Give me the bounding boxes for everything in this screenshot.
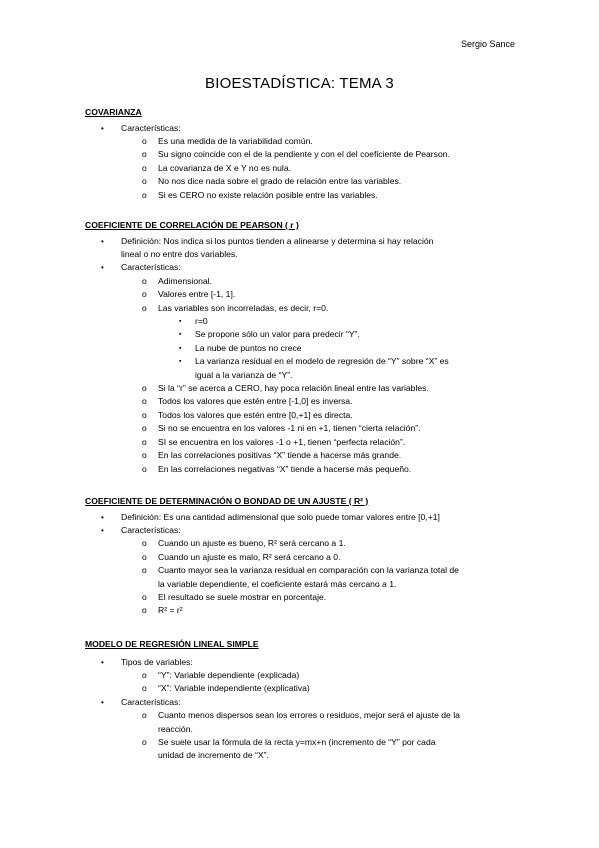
list-item: • Características: [121, 524, 525, 537]
bullet-icon: o [142, 538, 147, 549]
section-heading: COEFICIENTE DE DETERMINACIÓN O BONDAD DE UN AJUSTE ( R² ) [85, 496, 369, 506]
bullet-icon: • [101, 512, 104, 522]
bullet-icon: • [101, 657, 104, 667]
list-item: o Si la “r” se acerca a CERO, hay poca relación lineal entre las variables. [158, 382, 525, 395]
list-item: o Si es CERO no existe relación posible entre las variables. [158, 189, 525, 202]
list-item: • Definición: Nos indica si los puntos tienden a alinearse y determina si hay relación [121, 235, 525, 248]
author-name: Sergio Sance [460, 39, 515, 49]
bullet-icon: o [142, 551, 147, 562]
bullet-icon: o [142, 463, 147, 474]
bullet-icon: ▪ [179, 344, 182, 352]
bullet-icon: o [142, 737, 147, 748]
bullet-icon: o [142, 162, 147, 173]
document-title: BIOESTADÍSTICA: TEMA 3 [205, 75, 394, 92]
list-item: o Si no se encuentra en los valores -1 ni en +1, tienen “cierta relación”. [158, 422, 525, 435]
bullet-icon: o [142, 565, 147, 576]
bullet-icon: o [142, 289, 147, 300]
list-item: o En las correlaciones negativas “X” tiende a hacerse más pequeño. [158, 463, 525, 476]
list-item: o En las correlaciones positivas “X” tiende a hacerse más grande. [158, 449, 525, 462]
list-item: o “X”: Variable independiente (explicativa) [158, 682, 525, 695]
list-item: ▪ r=0 [195, 315, 525, 328]
bullet-icon: o [142, 436, 147, 447]
bullet-icon: o [142, 423, 147, 434]
list-item: o Las variables son incorreladas, es decir, r=0. [158, 302, 525, 315]
list-item: • Características: [121, 261, 525, 274]
bullet-icon: o [142, 149, 147, 160]
bullet-icon: o [142, 710, 147, 721]
bullet-icon: • [101, 236, 104, 246]
section-heading: COEFICIENTE DE CORRELACIÓN DE PEARSON ( r ) [85, 220, 299, 230]
list-item: o El resultado se suele mostrar en porcentaje. [158, 591, 525, 604]
bullet-icon: o [142, 383, 147, 394]
list-item: o Cuanto mayor sea la varianza residual en comparación con la varianza total de [158, 564, 525, 577]
list-item-continuation: unidad de incremento de “X”. [158, 750, 269, 761]
bullet-icon: o [142, 409, 147, 420]
section-heading: MODELO DE REGRESIÓN LINEAL SIMPLE [85, 639, 259, 649]
list-item: • Tipos de variables: [121, 656, 525, 669]
bullet-icon: ▪ [179, 318, 182, 326]
bullet-icon: o [142, 605, 147, 616]
list-item: o R² = r² [158, 604, 525, 617]
list-item: o “Y”: Variable dependiente (explicada) [158, 669, 525, 682]
bullet-icon: o [142, 275, 147, 286]
bullet-icon: • [101, 123, 104, 133]
list-item: ▪ La nube de puntos no crece [195, 342, 525, 355]
list-item-continuation: igual a la varianza de “Y”. [195, 369, 293, 380]
list-item: ▪ La varianza residual en el modelo de regresión de “Y” sobre “X” es [195, 355, 525, 368]
bullet-icon: o [142, 136, 147, 146]
list-item: ▪ Se propone sólo un valor para predecir “Y”. [195, 328, 525, 341]
section-determinacion [85, 497, 525, 618]
section-heading: COVARIANZA [85, 107, 142, 117]
list-item: o Adimensional. [158, 275, 525, 288]
list-item: o Cuanto menos dispersos sean los errores o residuos, mejor será el ajuste de la [158, 709, 525, 722]
bullet-icon: o [142, 683, 147, 694]
list-item: • Características: [121, 122, 525, 135]
bullet-icon: ▪ [179, 358, 182, 366]
list-item: o Cuando un ajuste es bueno, R² será cercano a 1. [158, 537, 525, 550]
bullet-icon: o [142, 592, 147, 603]
list-item-continuation: reacción. [158, 723, 193, 734]
list-item-continuation: lineal o no entre dos variables. [121, 249, 238, 259]
list-item: o Es una medida de la variabilidad común. [158, 135, 525, 148]
list-item: o Su signo coincide con el de la pendiente y con el del coeficiente de Pearson. [158, 148, 525, 161]
list-item: o Todos los valores que estén entre [0,+1] es directa. [158, 409, 525, 422]
bullet-icon: o [142, 396, 147, 407]
bullet-icon: • [101, 697, 104, 707]
list-item: o Se suele usar la fórmula de la recta y=mx+n (incremento de “Y” por cada [158, 736, 525, 749]
list-item: o Cuando un ajuste es malo, R² será cercano a 0. [158, 551, 525, 564]
section-pearson [85, 221, 525, 476]
list-item: • Características: [121, 696, 525, 709]
list-item-continuation: la variable dependiente, el coeficiente estará más cercano a 1. [158, 578, 397, 589]
bullet-icon: o [142, 450, 147, 461]
bullet-icon: • [101, 263, 104, 273]
bullet-icon: • [101, 526, 104, 535]
list-item: o La covarianza de X e Y no es nula. [158, 162, 525, 175]
list-item: • Definición: Es una cantidad adimensional que solo puede tomar valores entre [0,+1] [121, 511, 525, 524]
list-item: o Todos los valores que estén entre [-1,0] es inversa. [158, 395, 525, 408]
bullet-icon: o [142, 189, 147, 200]
list-item: o SI se encuentra en los valores -1 o +1, tienen “perfecta relación”. [158, 436, 525, 449]
section-covarianza [85, 108, 525, 202]
bullet-icon: o [142, 302, 147, 313]
section-regresion [85, 640, 525, 763]
bullet-icon: ▪ [179, 331, 182, 339]
bullet-icon: o [142, 670, 147, 680]
list-item: o Valores entre [-1, 1]. [158, 288, 525, 301]
list-item: o No nos dice nada sobre el grado de relación entre las variables. [158, 175, 525, 188]
bullet-icon: o [142, 176, 147, 187]
